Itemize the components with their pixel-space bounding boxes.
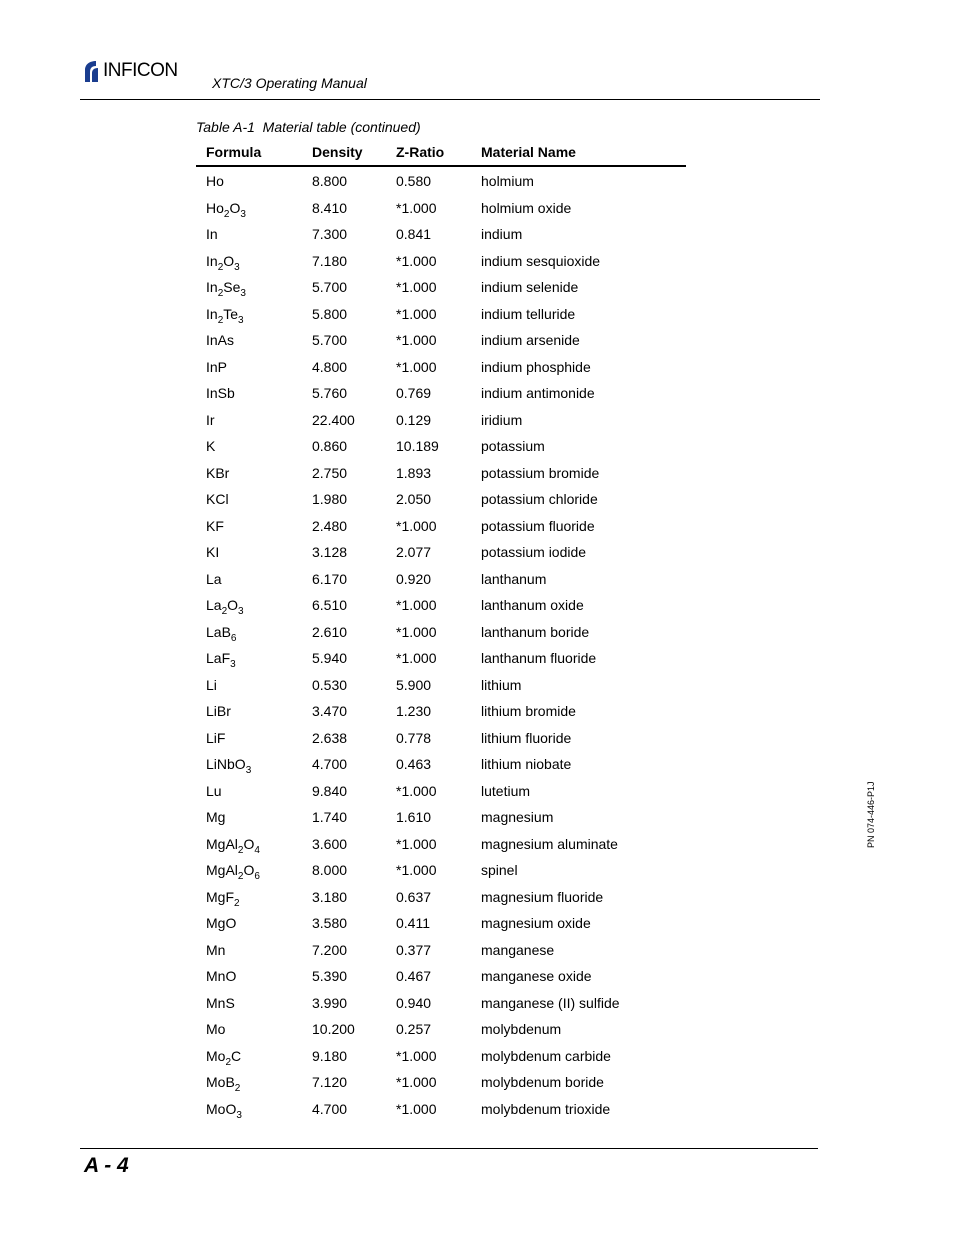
material-table	[196, 139, 686, 1122]
formula-subscript: 2	[237, 844, 244, 856]
formula-cell	[196, 166, 302, 195]
table-row	[196, 1096, 686, 1123]
formula-subscript: 3	[238, 606, 244, 618]
z-ratio-cell: *1.000	[396, 358, 437, 375]
formula-cell	[196, 327, 302, 354]
material-name-cell: magnesium	[481, 809, 554, 826]
formula-cell	[196, 778, 302, 805]
column-header-material-name: Material Name	[471, 139, 686, 166]
z-ratio-cell: 10.189	[396, 438, 439, 455]
z-ratio-cell: *1.000	[396, 199, 437, 216]
formula-text: LiNbO	[206, 756, 246, 773]
density-cell: 3.990	[312, 994, 348, 1011]
formula-cell	[196, 990, 302, 1017]
inficon-logo-icon	[81, 60, 101, 82]
formula-cell	[196, 1096, 302, 1123]
formula-cell	[196, 380, 302, 407]
inficon-logo	[81, 59, 178, 83]
formula-cell	[196, 698, 302, 725]
formula-cell	[196, 566, 302, 593]
material-name-cell: lanthanum	[481, 570, 547, 587]
formula-cell	[196, 274, 302, 301]
table-row	[196, 407, 686, 434]
density-cell: 2.638	[312, 729, 348, 746]
density-cell: 2.750	[312, 464, 348, 481]
table-row	[196, 910, 686, 937]
z-ratio-cell: *1.000	[396, 252, 437, 269]
formula-cell	[196, 1069, 302, 1096]
formula-cell	[196, 831, 302, 858]
z-ratio-cell: 0.377	[396, 941, 432, 958]
table-row	[196, 751, 686, 778]
density-cell: 1.740	[312, 809, 348, 826]
table-row	[196, 725, 686, 752]
page-number: A - 4	[84, 1154, 129, 1177]
formula-text: Ho	[206, 199, 224, 216]
material-name-cell: molybdenum trioxide	[481, 1100, 611, 1117]
formula-subscript: 6	[230, 632, 237, 644]
logo-text: INFICON	[103, 60, 178, 81]
formula-subscript: 3	[238, 314, 244, 326]
table-row	[196, 566, 686, 593]
table-row	[196, 486, 686, 513]
formula-text: Te	[223, 305, 239, 322]
material-name-cell: manganese oxide	[481, 968, 592, 985]
formula-text: In	[206, 279, 218, 296]
formula-cell	[196, 725, 302, 752]
table-row	[196, 460, 686, 487]
formula-subscript: 2	[221, 606, 228, 618]
material-name-cell: magnesium oxide	[481, 915, 591, 932]
z-ratio-cell: 0.257	[396, 1021, 432, 1038]
formula-text: MnO	[206, 968, 237, 985]
density-cell: 0.860	[312, 438, 348, 455]
formula-subscript: 2	[234, 897, 240, 909]
density-cell: 10.200	[312, 1021, 355, 1038]
formula-text: O	[243, 835, 255, 852]
formula-text: LiBr	[206, 703, 231, 720]
z-ratio-cell: 0.467	[396, 968, 432, 985]
density-cell: 5.800	[312, 305, 348, 322]
z-ratio-cell: *1.000	[396, 332, 437, 349]
table-row	[196, 195, 686, 222]
density-cell: 8.800	[312, 173, 348, 190]
z-ratio-cell: *1.000	[396, 517, 437, 534]
density-cell: 5.940	[312, 650, 348, 667]
density-cell: 4.800	[312, 358, 348, 375]
formula-cell	[196, 460, 302, 487]
material-name-cell: iridium	[481, 411, 523, 428]
density-cell: 22.400	[312, 411, 355, 428]
formula-subscript: 3	[245, 765, 252, 777]
table-row	[196, 354, 686, 381]
density-cell: 3.128	[312, 544, 348, 561]
material-name-cell: indium phosphide	[481, 358, 591, 375]
density-cell: 6.510	[312, 597, 348, 614]
formula-cell	[196, 539, 302, 566]
density-cell: 7.120	[312, 1074, 348, 1091]
header-divider	[80, 99, 820, 100]
formula-cell	[196, 407, 302, 434]
formula-text: MoB	[206, 1074, 235, 1091]
density-cell: 5.700	[312, 332, 348, 349]
material-name-cell: lanthanum fluoride	[481, 650, 597, 667]
table-row	[196, 1043, 686, 1070]
formula-cell	[196, 592, 302, 619]
formula-subscript: 3	[240, 288, 246, 300]
formula-text: La	[206, 597, 222, 614]
z-ratio-cell: 0.841	[396, 226, 432, 243]
table-caption: Table A-1 Material table (continued)	[196, 119, 421, 135]
material-name-cell: potassium fluoride	[481, 517, 595, 534]
formula-subscript: 2	[234, 1083, 241, 1095]
formula-cell	[196, 301, 302, 328]
density-cell: 0.530	[312, 676, 348, 693]
material-name-cell: indium selenide	[481, 279, 579, 296]
material-name-cell: molybdenum carbide	[481, 1047, 611, 1064]
table-row	[196, 990, 686, 1017]
formula-text: Mo	[206, 1021, 226, 1038]
formula-cell	[196, 884, 302, 911]
formula-subscript: 2	[217, 261, 224, 273]
table-row	[196, 619, 686, 646]
z-ratio-cell: 0.778	[396, 729, 432, 746]
material-name-cell: magnesium aluminate	[481, 835, 618, 852]
density-cell: 7.200	[312, 941, 348, 958]
material-name-cell: holmium oxide	[481, 199, 572, 216]
formula-subscript: 3	[240, 208, 246, 220]
z-ratio-cell: 0.940	[396, 994, 432, 1011]
z-ratio-cell: *1.000	[396, 597, 437, 614]
formula-cell	[196, 1016, 302, 1043]
table-row	[196, 539, 686, 566]
material-name-cell: indium	[481, 226, 523, 243]
density-cell: 2.480	[312, 517, 348, 534]
formula-cell	[196, 248, 302, 275]
formula-cell	[196, 433, 302, 460]
formula-cell	[196, 751, 302, 778]
table-row	[196, 937, 686, 964]
density-cell: 7.180	[312, 252, 348, 269]
formula-text: Mo	[206, 1047, 226, 1064]
material-name-cell: lanthanum oxide	[481, 597, 584, 614]
material-name-cell: lithium	[481, 676, 522, 693]
formula-text: MgO	[206, 915, 237, 932]
table-row	[196, 672, 686, 699]
material-name-cell: magnesium fluoride	[481, 888, 604, 905]
table-row	[196, 166, 686, 195]
formula-cell	[196, 221, 302, 248]
z-ratio-cell: *1.000	[396, 835, 437, 852]
z-ratio-cell: 0.411	[396, 915, 430, 932]
density-cell: 5.700	[312, 279, 348, 296]
z-ratio-cell: *1.000	[396, 782, 437, 799]
density-cell: 3.600	[312, 835, 348, 852]
density-cell: 4.700	[312, 1100, 348, 1117]
formula-cell	[196, 513, 302, 540]
z-ratio-cell: *1.000	[396, 305, 437, 322]
formula-cell	[196, 619, 302, 646]
table-header-row	[196, 139, 686, 166]
table-row	[196, 645, 686, 672]
material-name-cell: potassium chloride	[481, 491, 598, 508]
formula-subscript: 2	[223, 208, 230, 220]
formula-text: LiF	[206, 729, 226, 746]
density-cell: 6.170	[312, 570, 348, 587]
table-row	[196, 248, 686, 275]
formula-text: Mg	[206, 809, 226, 826]
formula-cell	[196, 804, 302, 831]
material-name-cell: indium arsenide	[481, 332, 580, 349]
table-row	[196, 1069, 686, 1096]
z-ratio-cell: *1.000	[396, 1074, 437, 1091]
formula-cell	[196, 937, 302, 964]
formula-text: In	[206, 252, 218, 269]
formula-text: MgAl	[206, 862, 238, 879]
formula-cell	[196, 1043, 302, 1070]
table-row	[196, 963, 686, 990]
table-row	[196, 433, 686, 460]
formula-text: K	[206, 438, 216, 455]
material-table-container	[196, 139, 686, 1122]
table-row	[196, 327, 686, 354]
z-ratio-cell: 5.900	[396, 676, 432, 693]
formula-cell	[196, 486, 302, 513]
formula-text: MnS	[206, 994, 235, 1011]
table-row	[196, 380, 686, 407]
material-name-cell: lithium fluoride	[481, 729, 572, 746]
material-name-cell: lithium bromide	[481, 703, 576, 720]
material-name-cell: manganese (II) sulfide	[481, 994, 620, 1011]
formula-text: MgAl	[206, 835, 238, 852]
density-cell: 3.470	[312, 703, 348, 720]
density-cell: 1.980	[312, 491, 348, 508]
formula-subscript: 3	[230, 659, 236, 671]
formula-subscript: 3	[234, 261, 240, 273]
material-name-cell: lithium niobate	[481, 756, 572, 773]
formula-cell	[196, 910, 302, 937]
formula-text: LaB	[206, 623, 231, 640]
formula-subscript: 2	[217, 288, 224, 300]
density-cell: 5.760	[312, 385, 348, 402]
z-ratio-cell: *1.000	[396, 623, 437, 640]
z-ratio-cell: *1.000	[396, 279, 437, 296]
formula-text: Ir	[206, 411, 215, 428]
formula-cell	[196, 354, 302, 381]
material-name-cell: molybdenum	[481, 1021, 562, 1038]
formula-text: O	[229, 199, 241, 216]
formula-text: KI	[206, 544, 220, 561]
formula-text: Ho	[206, 173, 224, 190]
formula-subscript: 6	[254, 871, 260, 883]
formula-text: MgF	[206, 888, 234, 905]
formula-text: O	[223, 252, 235, 269]
z-ratio-cell: 2.077	[396, 544, 432, 561]
table-row	[196, 698, 686, 725]
material-name-cell: holmium	[481, 173, 534, 190]
density-cell: 8.000	[312, 862, 348, 879]
column-header-density: Density	[302, 139, 386, 166]
table-row	[196, 778, 686, 805]
material-name-cell: lanthanum boride	[481, 623, 590, 640]
z-ratio-cell: 0.580	[396, 173, 432, 190]
formula-cell	[196, 195, 302, 222]
formula-text: C	[231, 1047, 242, 1064]
density-cell: 9.180	[312, 1047, 348, 1064]
formula-subscript: 4	[254, 844, 260, 856]
material-name-cell: lutetium	[481, 782, 531, 799]
table-row	[196, 884, 686, 911]
formula-subscript: 2	[225, 1056, 232, 1068]
formula-text: Se	[223, 279, 241, 296]
formula-text: InSb	[206, 385, 235, 402]
column-header-z-ratio: Z-Ratio	[386, 139, 471, 166]
material-name-cell: potassium	[481, 438, 545, 455]
density-cell: 9.840	[312, 782, 348, 799]
table-row	[196, 301, 686, 328]
footer-divider	[80, 1148, 818, 1149]
formula-text: Lu	[206, 782, 222, 799]
material-name-cell: potassium iodide	[481, 544, 587, 561]
density-cell: 3.180	[312, 888, 348, 905]
formula-text: La	[206, 570, 222, 587]
material-name-cell: spinel	[481, 862, 518, 879]
formula-subscript: 3	[236, 1109, 242, 1121]
formula-text: LaF	[206, 650, 231, 667]
z-ratio-cell: *1.000	[396, 1047, 437, 1064]
formula-text: Li	[206, 676, 217, 693]
table-body	[196, 166, 686, 1122]
column-header-formula: Formula	[196, 139, 302, 166]
z-ratio-cell: 0.769	[396, 385, 432, 402]
formula-text: KBr	[206, 464, 230, 481]
z-ratio-cell: 1.230	[396, 703, 432, 720]
z-ratio-cell: *1.000	[396, 1100, 437, 1117]
material-name-cell: manganese	[481, 941, 555, 958]
z-ratio-cell: 2.050	[396, 491, 432, 508]
material-name-cell: indium sesquioxide	[481, 252, 601, 269]
formula-text: InP	[206, 358, 228, 375]
z-ratio-cell: 1.610	[396, 809, 432, 826]
density-cell: 7.300	[312, 226, 348, 243]
formula-text: O	[243, 862, 255, 879]
density-cell: 5.390	[312, 968, 348, 985]
table-row	[196, 804, 686, 831]
formula-text: Mn	[206, 941, 226, 958]
table-row	[196, 592, 686, 619]
table-row	[196, 1016, 686, 1043]
material-name-cell: indium telluride	[481, 305, 576, 322]
density-cell: 2.610	[312, 623, 348, 640]
formula-text: InAs	[206, 332, 235, 349]
formula-text: KCl	[206, 491, 229, 508]
formula-text: KF	[206, 517, 224, 534]
formula-text: In	[206, 305, 218, 322]
density-cell: 3.580	[312, 915, 348, 932]
z-ratio-cell: 0.129	[396, 411, 432, 428]
table-row	[196, 831, 686, 858]
formula-cell	[196, 963, 302, 990]
formula-text: In	[206, 226, 218, 243]
z-ratio-cell: 0.463	[396, 756, 432, 773]
density-cell: 4.700	[312, 756, 348, 773]
z-ratio-cell: 1.893	[396, 464, 432, 481]
material-name-cell: potassium bromide	[481, 464, 600, 481]
formula-cell	[196, 857, 302, 884]
table-row	[196, 274, 686, 301]
formula-text: MoO	[206, 1100, 237, 1117]
z-ratio-cell: *1.000	[396, 650, 437, 667]
formula-cell	[196, 645, 302, 672]
formula-cell	[196, 672, 302, 699]
z-ratio-cell: *1.000	[396, 862, 437, 879]
manual-title: XTC/3 Operating Manual	[212, 75, 367, 91]
density-cell: 8.410	[312, 199, 348, 216]
table-row	[196, 857, 686, 884]
formula-subscript: 2	[237, 871, 244, 883]
table-row	[196, 221, 686, 248]
material-name-cell: molybdenum boride	[481, 1074, 604, 1091]
formula-text: O	[227, 597, 239, 614]
table-row	[196, 513, 686, 540]
formula-subscript: 2	[217, 314, 224, 326]
z-ratio-cell: 0.920	[396, 570, 432, 587]
part-number-label: PN 074-446-P1J	[866, 781, 876, 848]
z-ratio-cell: 0.637	[396, 888, 432, 905]
material-name-cell: indium antimonide	[481, 385, 595, 402]
